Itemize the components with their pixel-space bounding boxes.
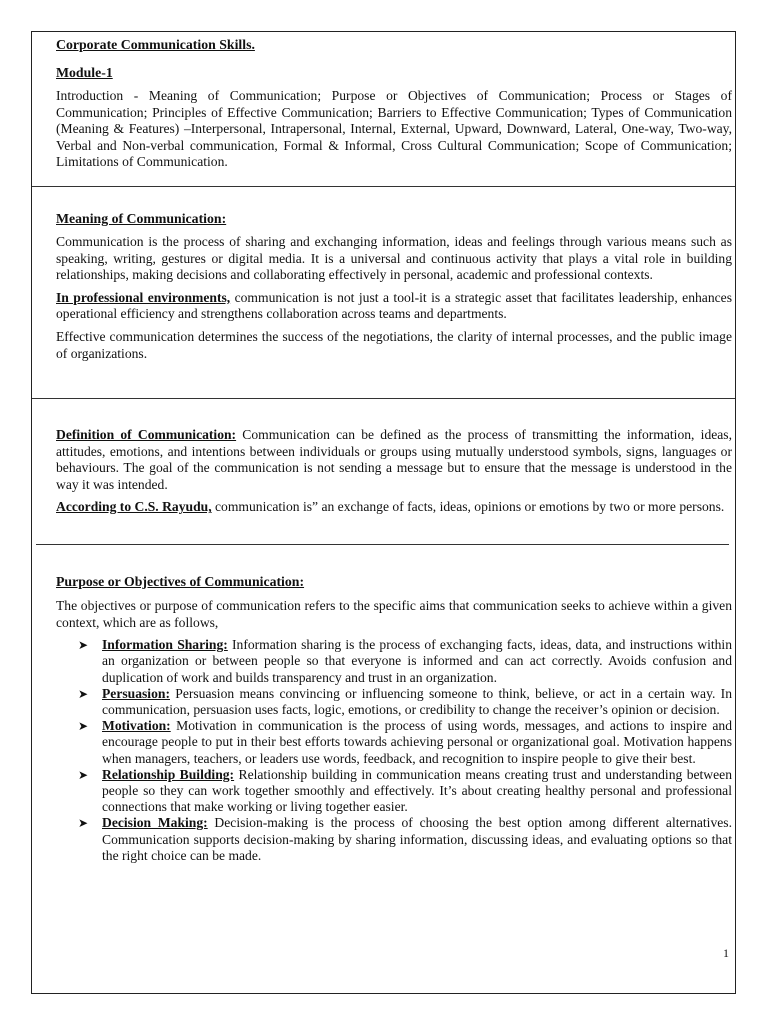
item-text: Decision-making is the process of choosing the best option among different alternatives. Communication supports decision-making by sharing information, discussing ideas, and evaluating options so that the right choice can be made.	[102, 815, 732, 863]
document-title: Corporate Communication Skills.	[56, 37, 255, 52]
definition-text: Communication can be defined as the process of transmitting the information, ideas, attitudes, emotions, and intentions between individuals or groups using mutually understood symbols, signs, languages or behaviours. The goal of the communication is not sending a message but to ensure that the message is understood in the way it was intended.	[56, 427, 732, 492]
item-text: Relationship building in communication means creating trust and understanding between people so they can work together smoothly and effectively. It’s about creating healthy personal and professional connections that make working or living together easier.	[102, 766, 732, 815]
definition-lead: Definition of Communication:	[56, 427, 237, 442]
purpose-intro: The objectives or purpose of communication refers to the specific aims that communication seeks to achieve within a given context, which are as follows,	[56, 598, 732, 630]
meaning-paragraph-1: Communication is the process of sharing and exchanging information, ideas and feelings through various means such as speaking, writing, gestures or digital media. It is a universal and continuous activity that plays a vital role in building relationships, making decisions and collaborating effectively in personal, academic and professional contexts.	[56, 234, 732, 283]
item-lead: Persuasion:	[102, 685, 170, 701]
section-divider	[36, 544, 729, 545]
item-lead: Decision Making:	[102, 815, 208, 831]
rayudu-lead: According to C.S. Rayudu,	[56, 499, 212, 515]
list-item	[56, 637, 732, 686]
arrow-bullet-icon: ➤	[78, 816, 89, 831]
meaning-paragraph-3: Effective communication determines the success of the negotiations, the clarity of internal processes, and the public image of organizations.	[56, 328, 732, 361]
item-lead: Motivation:	[102, 718, 171, 734]
objectives-list	[56, 637, 732, 864]
module-heading: Module-1	[56, 65, 113, 80]
list-item	[56, 718, 732, 767]
item-lead: Relationship Building:	[102, 766, 235, 782]
item-text: Information sharing is the process of exchanging facts, ideas, data, and instructions within an organization or between people so that everyone is informed and can act correctly. Avoids confusion and duplication of work and builds transparency and trust in an organization.	[102, 637, 732, 685]
item-text: Persuasion means convincing or influencing someone to think, believe, or act in a certain way. In communication, persuasion uses facts, logic, emotions, or credibility to change the receiver’s opinion or decision.	[102, 685, 732, 717]
purpose-section	[56, 573, 732, 864]
arrow-bullet-icon: ➤	[78, 686, 89, 701]
meaning-section	[56, 210, 732, 362]
list-item	[56, 767, 732, 816]
meaning-p2-text: communication is not just a tool-it is a strategic asset that facilitates leadership, enhances operational efficiency and strengthens collaboration across teams and departments.	[56, 289, 732, 322]
definition-paragraph	[56, 427, 732, 493]
meaning-p2-lead: In professional environments,	[56, 289, 231, 305]
item-lead: Information Sharing:	[102, 637, 228, 653]
definition-section	[56, 427, 732, 516]
rayudu-text: communication is” an exchange of facts, ideas, opinions or emotions by two or more persons.	[211, 499, 725, 515]
section-divider	[32, 398, 735, 399]
rayudu-quote	[56, 499, 732, 516]
meaning-heading: Meaning of Communication:	[56, 211, 227, 226]
purpose-heading: Purpose or Objectives of Communication:	[56, 574, 305, 589]
page-number: 1	[723, 946, 729, 960]
meaning-paragraph-2	[56, 290, 732, 323]
arrow-bullet-icon: ➤	[78, 719, 89, 734]
item-text: Motivation in communication is the process of using words, messages, and actions to inspire and encourage people to put in their best efforts towards achieving personal or organizational goal. Motivation happens when managers, teachers, or leaders use words, feedback, and recognition to inspire people to give their best.	[102, 718, 732, 766]
arrow-bullet-icon: ➤	[78, 767, 89, 782]
document-page	[31, 31, 736, 994]
list-item	[56, 686, 732, 718]
header-section	[56, 36, 732, 171]
list-item	[56, 815, 732, 864]
arrow-bullet-icon: ➤	[78, 638, 89, 653]
section-divider	[32, 186, 735, 187]
module-intro: Introduction - Meaning of Communication; Purpose or Objectives of Communication; Process or Stages of Communication; Principles of Effective Communication; Barriers to Effective Communication; Types of Communication (Meaning & Features) –Interpersonal, Intrapersonal, Internal, External, Upward, Downward, Lateral, One-way, Two-way, Verbal and Non-verbal communication, Formal & Informal, Cross Cultural Communication; Scope of Communication; Limitations of Communication.	[56, 88, 732, 170]
